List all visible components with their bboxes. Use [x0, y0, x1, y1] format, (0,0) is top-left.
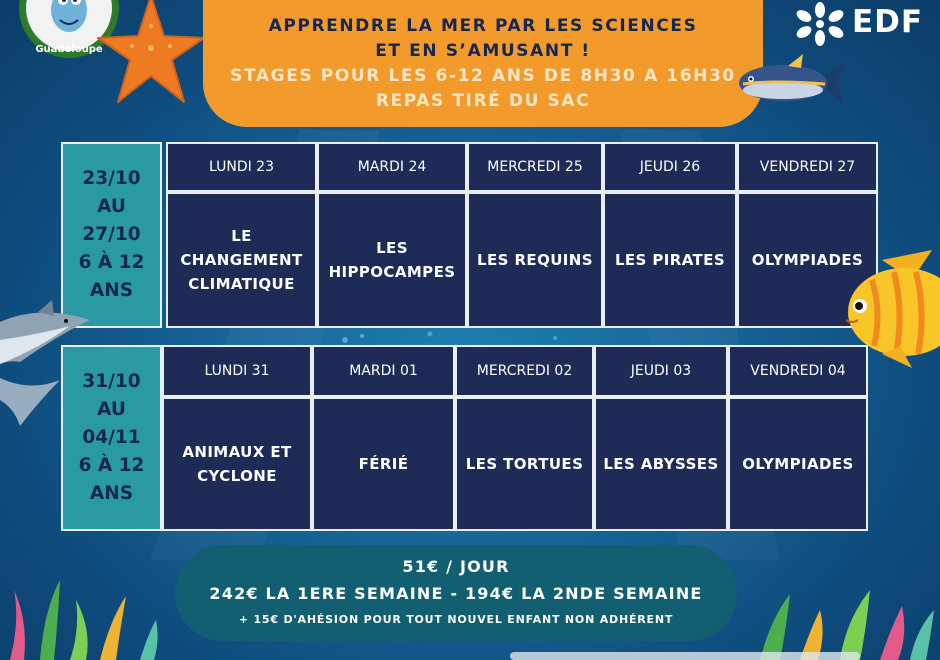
shark-icon	[0, 300, 92, 430]
week-1-ans: ANS	[89, 280, 134, 301]
week-2-activity-monday: ANIMAUX ET CYCLONE	[162, 397, 312, 531]
week-2-age: 6 À 12	[78, 455, 145, 476]
week-2-ans: ANS	[89, 483, 134, 504]
week-1-activity-monday: LE CHANGEMENT CLIMATIQUE	[166, 192, 317, 328]
week-2-day-friday: VENDREDI 04	[728, 345, 868, 397]
membership-fee-note: + 15€ D'AHÉSION POUR TOUT NOUVEL ENFANT NON ADHÉRENT	[238, 613, 674, 626]
week-1-activity-friday: OLYMPIADES	[737, 192, 878, 328]
week-1-start-date: 23/10	[82, 168, 141, 189]
week-2-activity-wednesday: LES TORTUES	[455, 397, 594, 531]
week-2-day-tuesday: MARDI 01	[312, 345, 455, 397]
header-banner	[203, 0, 763, 127]
week-1-day-tuesday: MARDI 24	[317, 142, 467, 192]
week-2-day-thursday: JEUDI 03	[594, 345, 728, 397]
edf-swirl-icon	[790, 2, 850, 46]
tropical-fish-icon	[842, 250, 940, 368]
week-1-day-monday: LUNDI 23	[166, 142, 317, 192]
price-per-day: 51€ / JOUR	[402, 557, 510, 576]
header-line-4: REPAS TIRÉ DU SAC	[375, 91, 591, 111]
edf-brand-text: EDF	[852, 4, 924, 40]
header-line-2: ET EN S’AMUSANT !	[375, 41, 591, 61]
edf-logo	[790, 2, 930, 46]
week-2-activity-friday: OLYMPIADES	[728, 397, 868, 531]
week-1-activity-thursday: LES PIRATES	[603, 192, 737, 328]
week-1-day-friday: VENDREDI 27	[737, 142, 878, 192]
week-1-day-thursday: JEUDI 26	[603, 142, 737, 192]
week-1-day-wednesday: MERCREDI 25	[467, 142, 603, 192]
week-2-day-wednesday: MERCREDI 02	[455, 345, 594, 397]
week-2-end-date: 04/11	[82, 427, 141, 448]
week-2-start-date: 31/10	[82, 371, 141, 392]
week-2-activity-tuesday: FÉRIÉ	[312, 397, 455, 531]
price-per-week: 242€ LA 1ERE SEMAINE - 194€ LA 2NDE SEMAINE	[209, 584, 703, 603]
week-1-activity-tuesday: LES HIPPOCAMPES	[317, 192, 467, 328]
week-1-au: AU	[97, 196, 126, 217]
week-2-activity-thursday: LES ABYSSES	[594, 397, 728, 531]
header-line-3: STAGES POUR LES 6-12 ANS DE 8H30 A 16H30	[230, 66, 736, 86]
week-2-day-monday: LUNDI 31	[162, 345, 312, 397]
week-2-au: AU	[97, 399, 126, 420]
week-1-age: 6 À 12	[78, 252, 145, 273]
pricing-banner	[175, 545, 737, 641]
week-1-end-date: 27/10	[82, 224, 141, 245]
tuna-fish-icon	[733, 50, 845, 116]
logo-badge-text: Guadeloupe	[35, 44, 103, 55]
header-line-1: APPRENDRE LA MER PAR LES SCIENCES	[268, 16, 698, 36]
week-1-schedule	[61, 142, 878, 328]
week-1-activity-wednesday: LES REQUINS	[467, 192, 603, 328]
starfish-icon	[96, 0, 206, 112]
week-2-schedule	[61, 345, 878, 531]
